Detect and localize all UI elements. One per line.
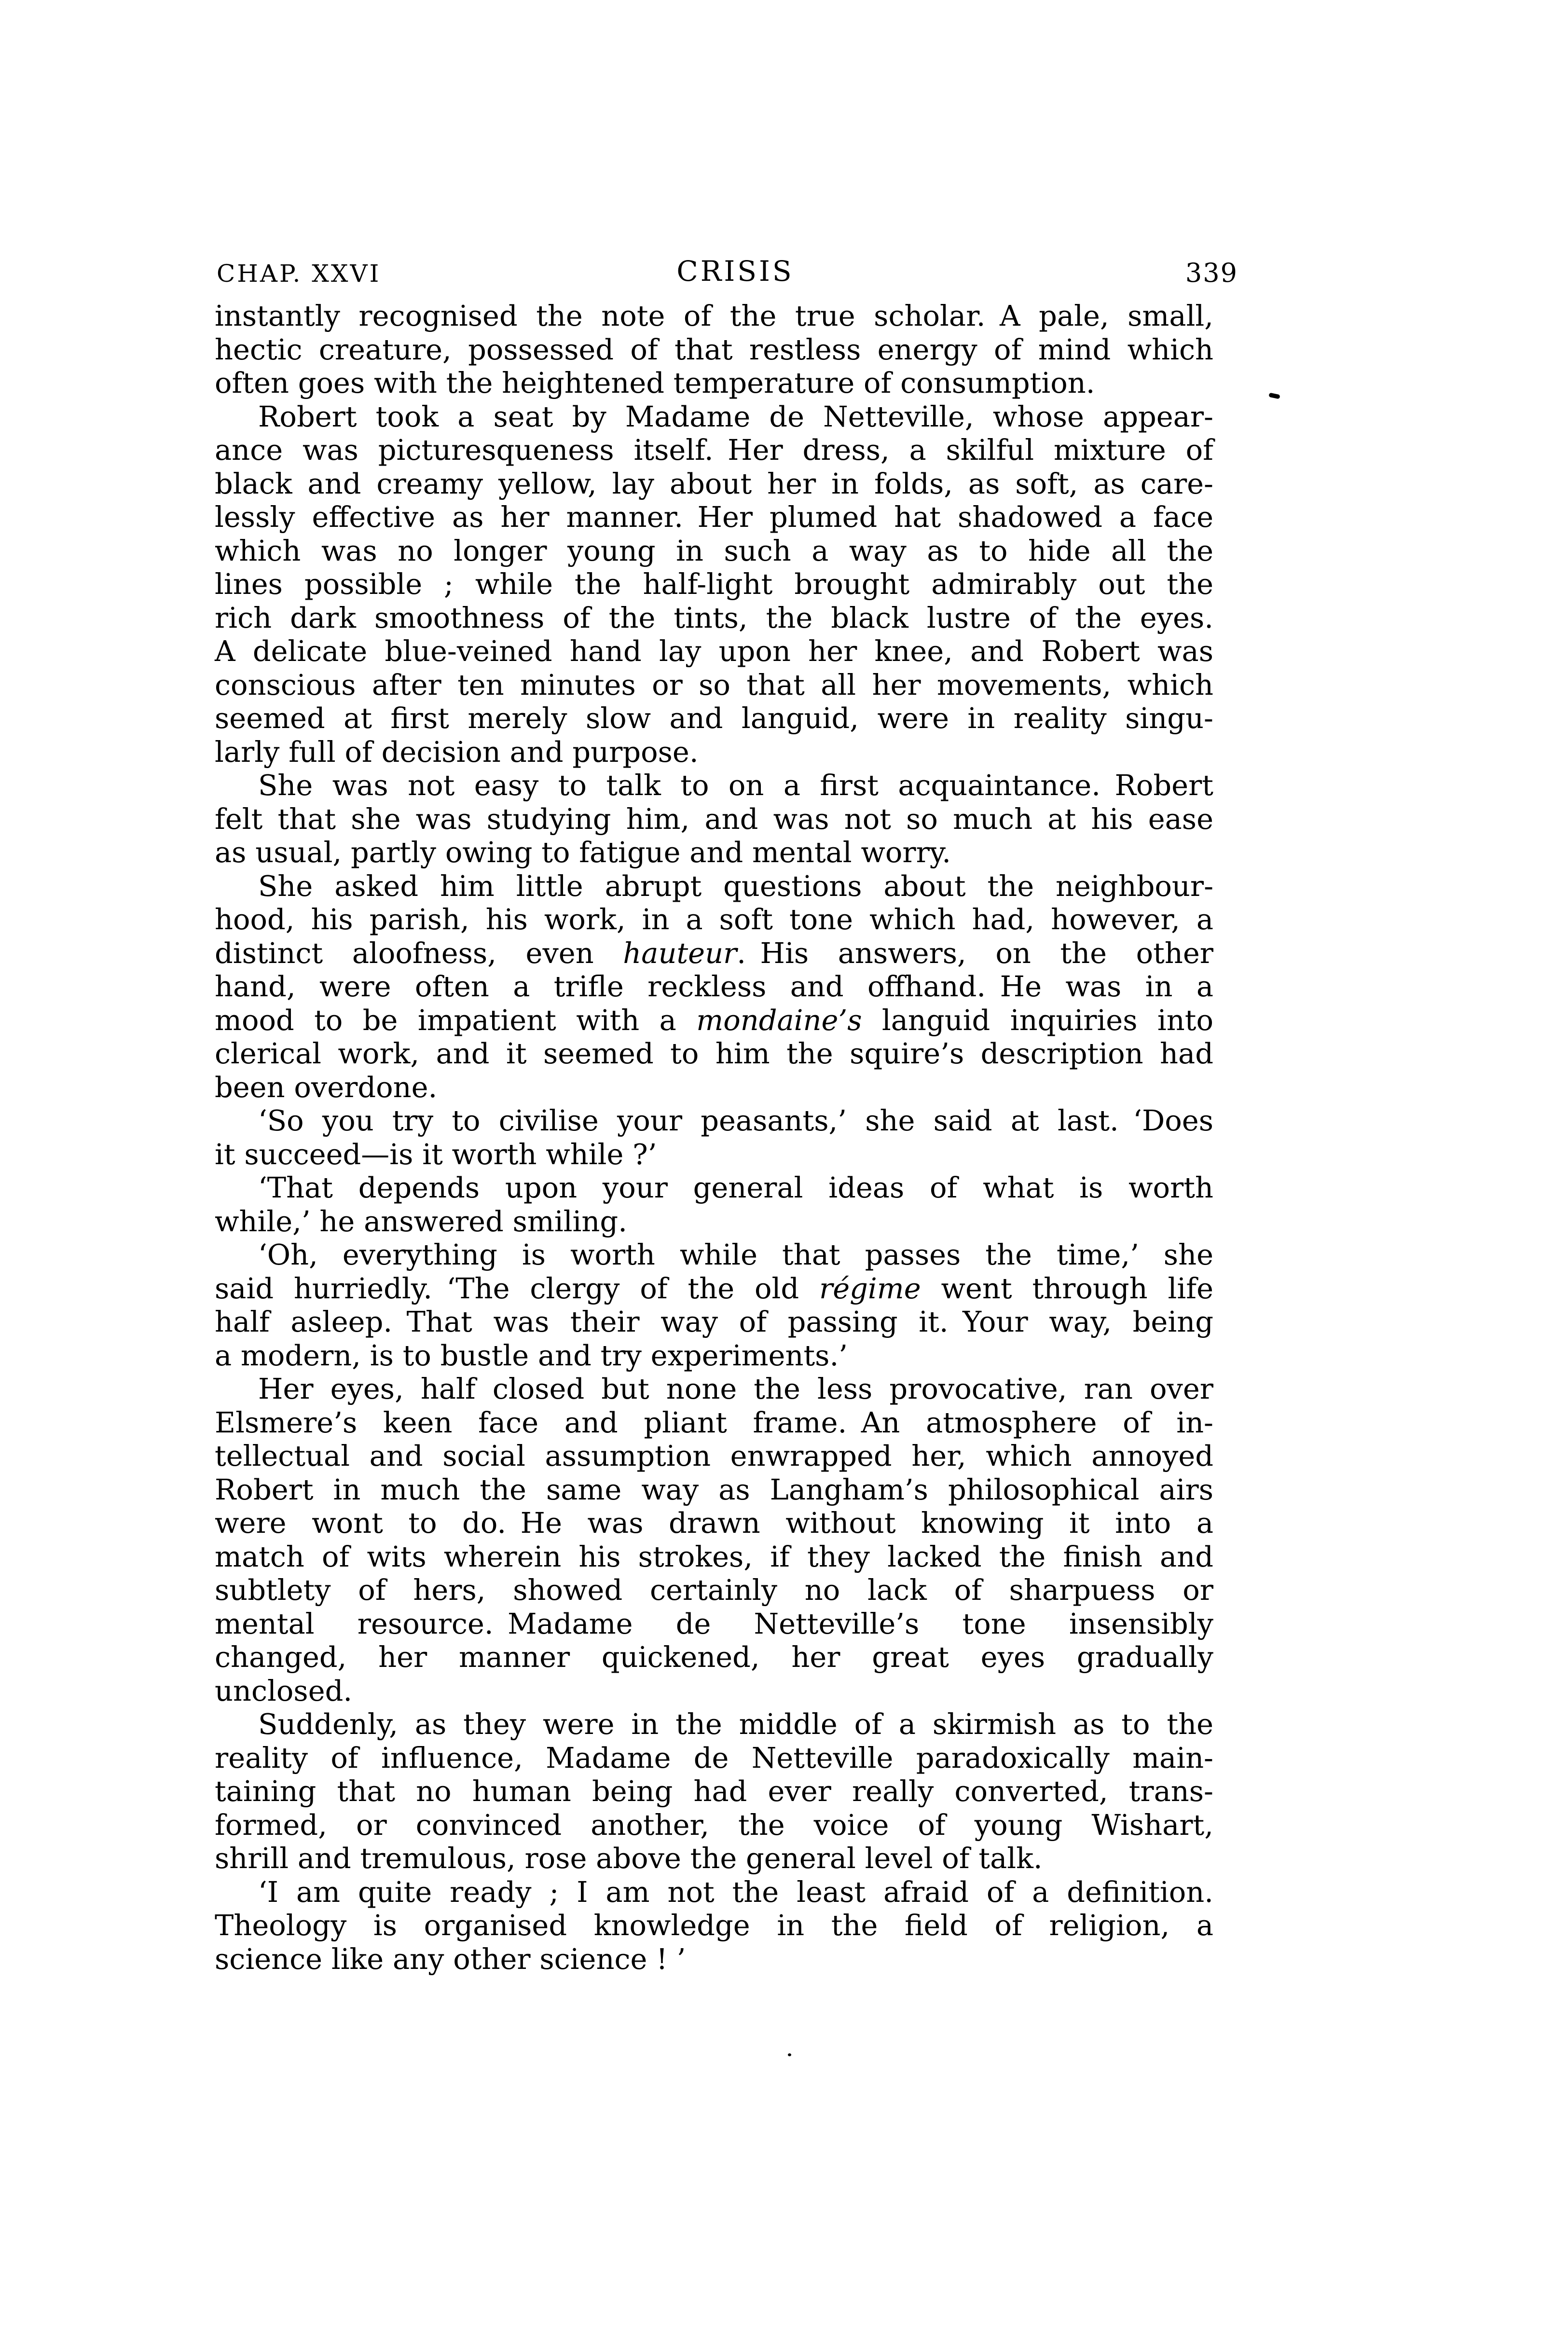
text-line: rich dark smoothness of the tints, the black lustre of the eyes. bbox=[215, 601, 1213, 634]
text-line: Her eyes, half closed but none the less provocative, ran over bbox=[258, 1372, 1213, 1405]
stray-ink-dash-mark bbox=[1268, 393, 1280, 399]
text-line: She asked him little abrupt questions about the neighbour- bbox=[258, 869, 1213, 903]
text-line: Robert in much the same way as Langham’s philosophical airs bbox=[215, 1472, 1213, 1506]
text-line: A delicate blue-veined hand lay upon her knee, and Robert was bbox=[215, 634, 1213, 668]
text-line: tellectual and social assumption enwrapped her, which annoyed bbox=[215, 1439, 1213, 1472]
text-line: shrill and tremulous, rose above the general level of talk. bbox=[215, 1842, 1043, 1875]
text-line: clerical work, and it seemed to him the squire’s description had bbox=[215, 1037, 1213, 1070]
text-line: while,’ he answered smiling. bbox=[215, 1204, 627, 1238]
text-line: ‘I am quite ready ; I am not the least afraid of a definition. bbox=[258, 1875, 1213, 1909]
text-line: a modern, is to bustle and try experiments.’ bbox=[215, 1338, 848, 1372]
text-line: hood, his parish, his work, in a soft tone which had, however, a bbox=[215, 903, 1213, 936]
text-line: hand, were often a trifle reckless and offhand. He was in a bbox=[215, 970, 1213, 1003]
text-line: lines possible ; while the half-light brought admirably out the bbox=[215, 567, 1213, 601]
text-line: ‘So you try to civilise your peasants,’ she said at last. ‘Does bbox=[258, 1104, 1213, 1137]
running-title: CRISIS bbox=[676, 255, 794, 288]
text-line: often goes with the heightened temperature of consumption. bbox=[215, 366, 1095, 399]
text-line: reality of influence, Madame de Netteville paradoxically main- bbox=[215, 1741, 1213, 1774]
text-line: unclosed. bbox=[215, 1674, 353, 1707]
text-line: Suddenly, as they were in the middle of a skirmish as to the bbox=[258, 1707, 1213, 1741]
text-line: Robert took a seat by Madame de Netteville, whose appear- bbox=[258, 399, 1213, 433]
text-line: science like any other science ! ’ bbox=[215, 1942, 686, 1976]
text-line: taining that no human being had ever really converted, trans- bbox=[215, 1774, 1213, 1808]
text-line: changed, her manner quickened, her great eyes gradually bbox=[215, 1640, 1213, 1674]
text-line: hectic creature, possessed of that restless energy of mind which bbox=[215, 332, 1213, 366]
text-line: subtlety of hers, showed certainly no lack of sharpuess or bbox=[215, 1573, 1213, 1607]
text-line: mood to be impatient with a mondaine’s languid inquiries into bbox=[215, 1003, 1213, 1037]
text-line: mental resource. Madame de Netteville’s tone insensibly bbox=[215, 1607, 1213, 1640]
stray-ink-speck-mark bbox=[788, 2053, 791, 2056]
text-line: distinct aloofness, even hauteur. His answers, on the other bbox=[215, 936, 1213, 970]
text-line: Elsmere’s keen face and pliant frame. An atmosphere of in- bbox=[215, 1405, 1213, 1439]
text-line: lessly effective as her manner. Her plumed hat shadowed a face bbox=[215, 500, 1213, 534]
text-line: said hurriedly. ‘The clergy of the old régime went through life bbox=[215, 1271, 1213, 1305]
text-line: conscious after ten minutes or so that all her movements, which bbox=[215, 668, 1213, 701]
text-line: it succeed—is it worth while ?’ bbox=[215, 1137, 657, 1171]
running-header bbox=[217, 255, 1238, 289]
text-line: were wont to do. He was drawn without knowing it into a bbox=[215, 1506, 1213, 1540]
text-line: ance was picturesqueness itself. Her dress, a skilful mixture of bbox=[215, 433, 1213, 467]
page-number: 339 bbox=[1185, 258, 1238, 288]
text-line: She was not easy to talk to on a first acquaintance. Robert bbox=[258, 769, 1213, 802]
text-line: larly full of decision and purpose. bbox=[215, 735, 699, 769]
text-line: ‘That depends upon your general ideas of what is worth bbox=[258, 1171, 1213, 1204]
text-line: been overdone. bbox=[215, 1070, 438, 1104]
text-line: seemed at first merely slow and languid, were in reality singu- bbox=[215, 701, 1213, 735]
chapter-label: CHAP. XXVI bbox=[217, 260, 381, 288]
text-line: ‘Oh, everything is worth while that passes the time,’ she bbox=[258, 1238, 1213, 1271]
text-line: which was no longer young in such a way as to hide all the bbox=[215, 534, 1213, 567]
text-line: formed, or convinced another, the voice of young Wishart, bbox=[215, 1808, 1213, 1842]
text-line: as usual, partly owing to fatigue and mental worry. bbox=[215, 836, 951, 869]
text-line: instantly recognised the note of the true scholar. A pale, small, bbox=[215, 299, 1213, 332]
text-line: Theology is organised knowledge in the field of religion, a bbox=[215, 1909, 1213, 1942]
text-line: black and creamy yellow, lay about her in folds, as soft, as care- bbox=[215, 467, 1213, 500]
text-line: match of wits wherein his strokes, if they lacked the finish and bbox=[215, 1540, 1213, 1573]
page-body bbox=[215, 299, 1213, 1976]
text-line: felt that she was studying him, and was not so much at his ease bbox=[215, 802, 1213, 836]
text-line: half asleep. That was their way of passing it. Your way, being bbox=[215, 1305, 1213, 1338]
